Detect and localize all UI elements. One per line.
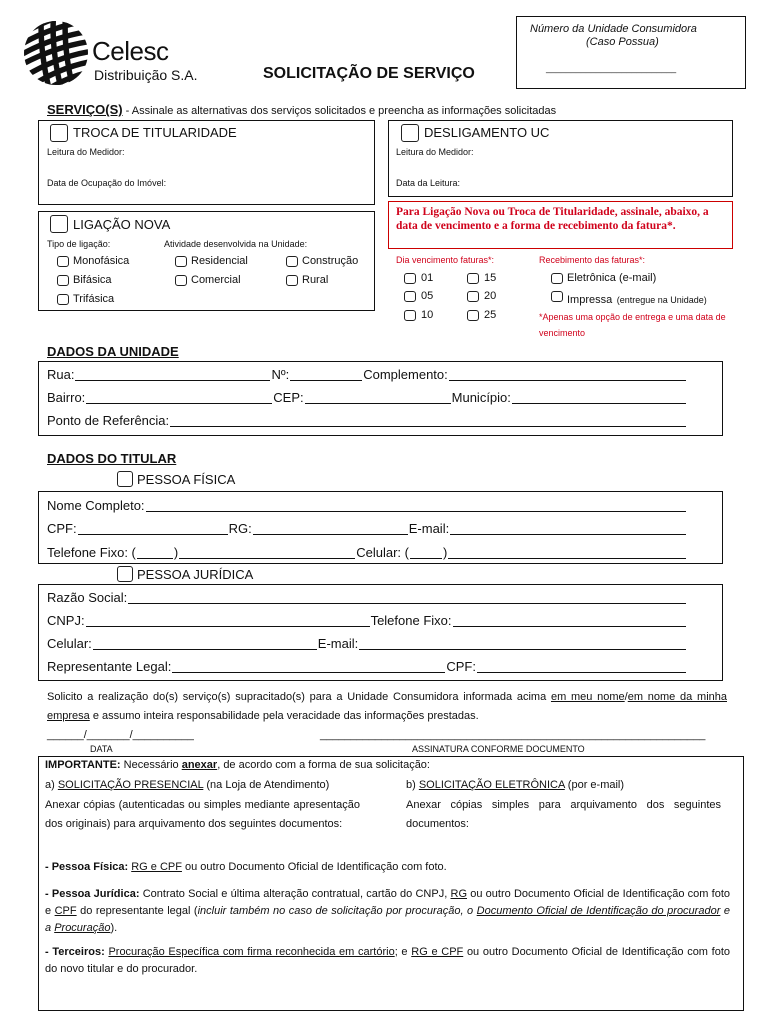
atividade-label: Atividade desenvolvida na Unidade: xyxy=(164,239,308,249)
celular-pj-row: Celular: E-mail: xyxy=(47,636,687,651)
ligacao-nova-label: LIGAÇÃO NOVA xyxy=(73,217,171,232)
bifasica-label: Bifásica xyxy=(73,274,112,286)
cpf-field[interactable] xyxy=(78,534,228,535)
telefone-fixo-field[interactable] xyxy=(179,558,355,559)
terceiros-docs: - Terceiros: Procuração Específica com firma reconhecida em cartório; e RG e CPF ou outro Documento Oficial de Identificação com foto do novo titular e do procurador. xyxy=(45,946,731,976)
pessoa-juridica-label: PESSOA JURÍDICA xyxy=(137,567,254,582)
celesc-logo xyxy=(22,20,227,86)
troca-leitura-label: Leitura do Medidor: xyxy=(47,147,125,157)
celular-field[interactable] xyxy=(448,558,686,559)
razao-social-field[interactable] xyxy=(128,603,686,604)
rua-row: Rua: Nº: Complemento: xyxy=(47,367,687,382)
tipo-ligacao-label: Tipo de ligação: xyxy=(47,239,111,249)
bifasica-checkbox[interactable] xyxy=(57,275,69,286)
rg-field[interactable] xyxy=(253,534,408,535)
recebimento-label: Recebimento das faturas*: xyxy=(539,255,646,265)
logo-subtitle: Distribuição S.A. xyxy=(94,67,198,83)
troca-ocupacao-label: Data de Ocupação do Imóvel: xyxy=(47,178,167,188)
celular-pj-field[interactable] xyxy=(93,649,317,650)
venc-15-checkbox[interactable] xyxy=(467,273,479,284)
cep-field[interactable] xyxy=(305,403,451,404)
ligacao-nova-checkbox[interactable] xyxy=(50,215,68,233)
venc-10-checkbox[interactable] xyxy=(404,310,416,321)
pessoa-juridica-docs: - Pessoa Jurídica: Contrato Social e última alteração contratual, cartão do CNPJ, RG ou outro Documento Oficial de Identificação com foto e CPF do representante legal (incluir também no caso de solicitação por procuração, o Documento Oficial de Identificação do procurador e a Procuração). xyxy=(45,888,731,935)
troca-titularidade-label: TROCA DE TITULARIDADE xyxy=(73,125,237,140)
venc-10-label: 10 xyxy=(421,309,434,321)
monofasica-label: Monofásica xyxy=(73,255,130,267)
celesc-logo-mark-icon xyxy=(22,20,90,86)
venc-25-label: 25 xyxy=(484,309,497,321)
email-pj-field[interactable] xyxy=(359,649,686,650)
comercial-checkbox[interactable] xyxy=(175,275,187,286)
assinatura-label: ASSINATURA CONFORME DOCUMENTO xyxy=(412,744,585,754)
comercial-label: Comercial xyxy=(191,274,241,286)
monofasica-checkbox[interactable] xyxy=(57,256,69,267)
rural-label: Rural xyxy=(302,274,329,286)
venc-15-label: 15 xyxy=(484,272,497,284)
solicitacao-presencial-heading: a) SOLICITAÇÃO PRESENCIAL (na Loja de Atendimento) xyxy=(45,779,330,791)
celular-ddd-field[interactable] xyxy=(410,558,442,559)
data-label: DATA xyxy=(90,744,113,754)
uc-number-field[interactable]: __________________________ xyxy=(546,63,677,73)
cnpj-field[interactable] xyxy=(86,626,370,627)
venc-25-checkbox[interactable] xyxy=(467,310,479,321)
services-heading: SERVIÇO(S) - Assinale as alternativas dos serviços solicitados e preencha as informações solicitadas xyxy=(47,102,557,117)
desligamento-checkbox[interactable] xyxy=(401,124,419,142)
solicitacao-eletronica-heading: b) SOLICITAÇÃO ELETRÔNICA (por e-mail) xyxy=(406,779,625,791)
eletronica-text: Anexar cópias simples para arquivamento dos seguintes documentos: xyxy=(406,799,721,831)
receb-eletronica-label: Eletrônica (e-mail) xyxy=(567,272,657,284)
page-title: SOLICITAÇÃO DE SERVIÇO xyxy=(263,65,475,82)
rua-field[interactable] xyxy=(75,380,270,381)
venc-01-checkbox[interactable] xyxy=(404,273,416,284)
representante-field[interactable] xyxy=(172,672,445,673)
troca-titularidade-checkbox[interactable] xyxy=(50,124,68,142)
titular-heading: DADOS DO TITULAR xyxy=(47,451,177,466)
nome-completo-field[interactable] xyxy=(146,511,686,512)
data-field[interactable]: ______/_______/__________ xyxy=(47,729,194,741)
cpf-representante-field[interactable] xyxy=(477,672,686,673)
receb-impressa-checkbox[interactable] xyxy=(551,291,563,302)
pessoa-fisica-checkbox[interactable] xyxy=(117,471,133,487)
complemento-field[interactable] xyxy=(449,380,686,381)
venc-01-label: 01 xyxy=(421,272,434,284)
declaracao-text: Solicito a realização do(s) serviço(s) supracitado(s) para a Unidade Consumidora informada acima em meu nome/em nome da minha empresa e assumo inteira responsabilidade pela veracidade das informações prestadas. xyxy=(47,691,727,723)
deslig-data-label: Data da Leitura: xyxy=(396,178,461,188)
residencial-label: Residencial xyxy=(191,255,248,267)
residencial-checkbox[interactable] xyxy=(175,256,187,267)
importante-heading: IMPORTANTE: Necessário anexar, de acordo com a forma de sua solicitação: xyxy=(45,759,430,771)
construcao-checkbox[interactable] xyxy=(286,256,298,267)
cpf-row: CPF: RG: E-mail: xyxy=(47,521,687,536)
entrega-note: *Apenas uma opção de entrega e uma data de vencimento xyxy=(539,312,726,339)
representante-row: Representante Legal: CPF: xyxy=(47,659,687,674)
pessoa-juridica-checkbox[interactable] xyxy=(117,566,133,582)
bairro-row: Bairro: CEP: Município: xyxy=(47,390,687,405)
email-field[interactable] xyxy=(450,534,686,535)
receb-impressa-label: Impressa (entregue na Unidade) xyxy=(567,294,707,306)
deslig-leitura-label: Leitura do Medidor: xyxy=(396,147,474,157)
unidade-heading: DADOS DA UNIDADE xyxy=(47,344,179,359)
logo-name: Celesc xyxy=(92,36,169,66)
vencimento-label: Dia vencimento faturas*: xyxy=(396,255,495,265)
referencia-field[interactable] xyxy=(170,426,686,427)
referencia-row: Ponto de Referência: xyxy=(47,413,687,428)
venc-05-checkbox[interactable] xyxy=(404,291,416,302)
venc-05-label: 05 xyxy=(421,290,434,302)
telefone-row: Telefone Fixo: ( ) Celular: ( ) xyxy=(47,545,687,560)
venc-20-checkbox[interactable] xyxy=(467,291,479,302)
presencial-text: Anexar cópias (autenticadas ou simples mediante apresentação dos originais) para arquivamento dos seguintes documentos: xyxy=(45,799,360,831)
pessoa-fisica-label: PESSOA FÍSICA xyxy=(137,472,236,487)
municipio-field[interactable] xyxy=(512,403,686,404)
numero-field[interactable] xyxy=(290,380,362,381)
venc-20-label: 20 xyxy=(484,290,497,302)
telefone-pj-field[interactable] xyxy=(453,626,687,627)
telefone-ddd-field[interactable] xyxy=(137,558,173,559)
cnpj-row: CNPJ: Telefone Fixo: xyxy=(47,613,687,628)
trifasica-label: Trifásica xyxy=(73,293,115,305)
bairro-field[interactable] xyxy=(86,403,272,404)
pessoa-fisica-docs: - Pessoa Física: RG e CPF ou outro Documento Oficial de Identificação com foto. xyxy=(45,861,447,873)
trifasica-checkbox[interactable] xyxy=(57,294,69,305)
assinatura-field[interactable]: _______________________________________________________________ xyxy=(320,729,706,741)
aviso-text: Para Ligação Nova ou Troca de Titularidade, assinale, abaixo, a data de vencimento e a forma de recebimento da fatura*. xyxy=(396,206,709,232)
receb-eletronica-checkbox[interactable] xyxy=(551,273,563,284)
uc-box-subtitle: (Caso Possua) xyxy=(586,36,659,48)
uc-box-title: Número da Unidade Consumidora xyxy=(530,23,697,35)
rural-checkbox[interactable] xyxy=(286,275,298,286)
desligamento-label: DESLIGAMENTO UC xyxy=(424,125,550,140)
razao-row: Razão Social: xyxy=(47,590,687,605)
nome-row: Nome Completo: xyxy=(47,498,687,513)
construcao-label: Construção xyxy=(302,255,359,267)
